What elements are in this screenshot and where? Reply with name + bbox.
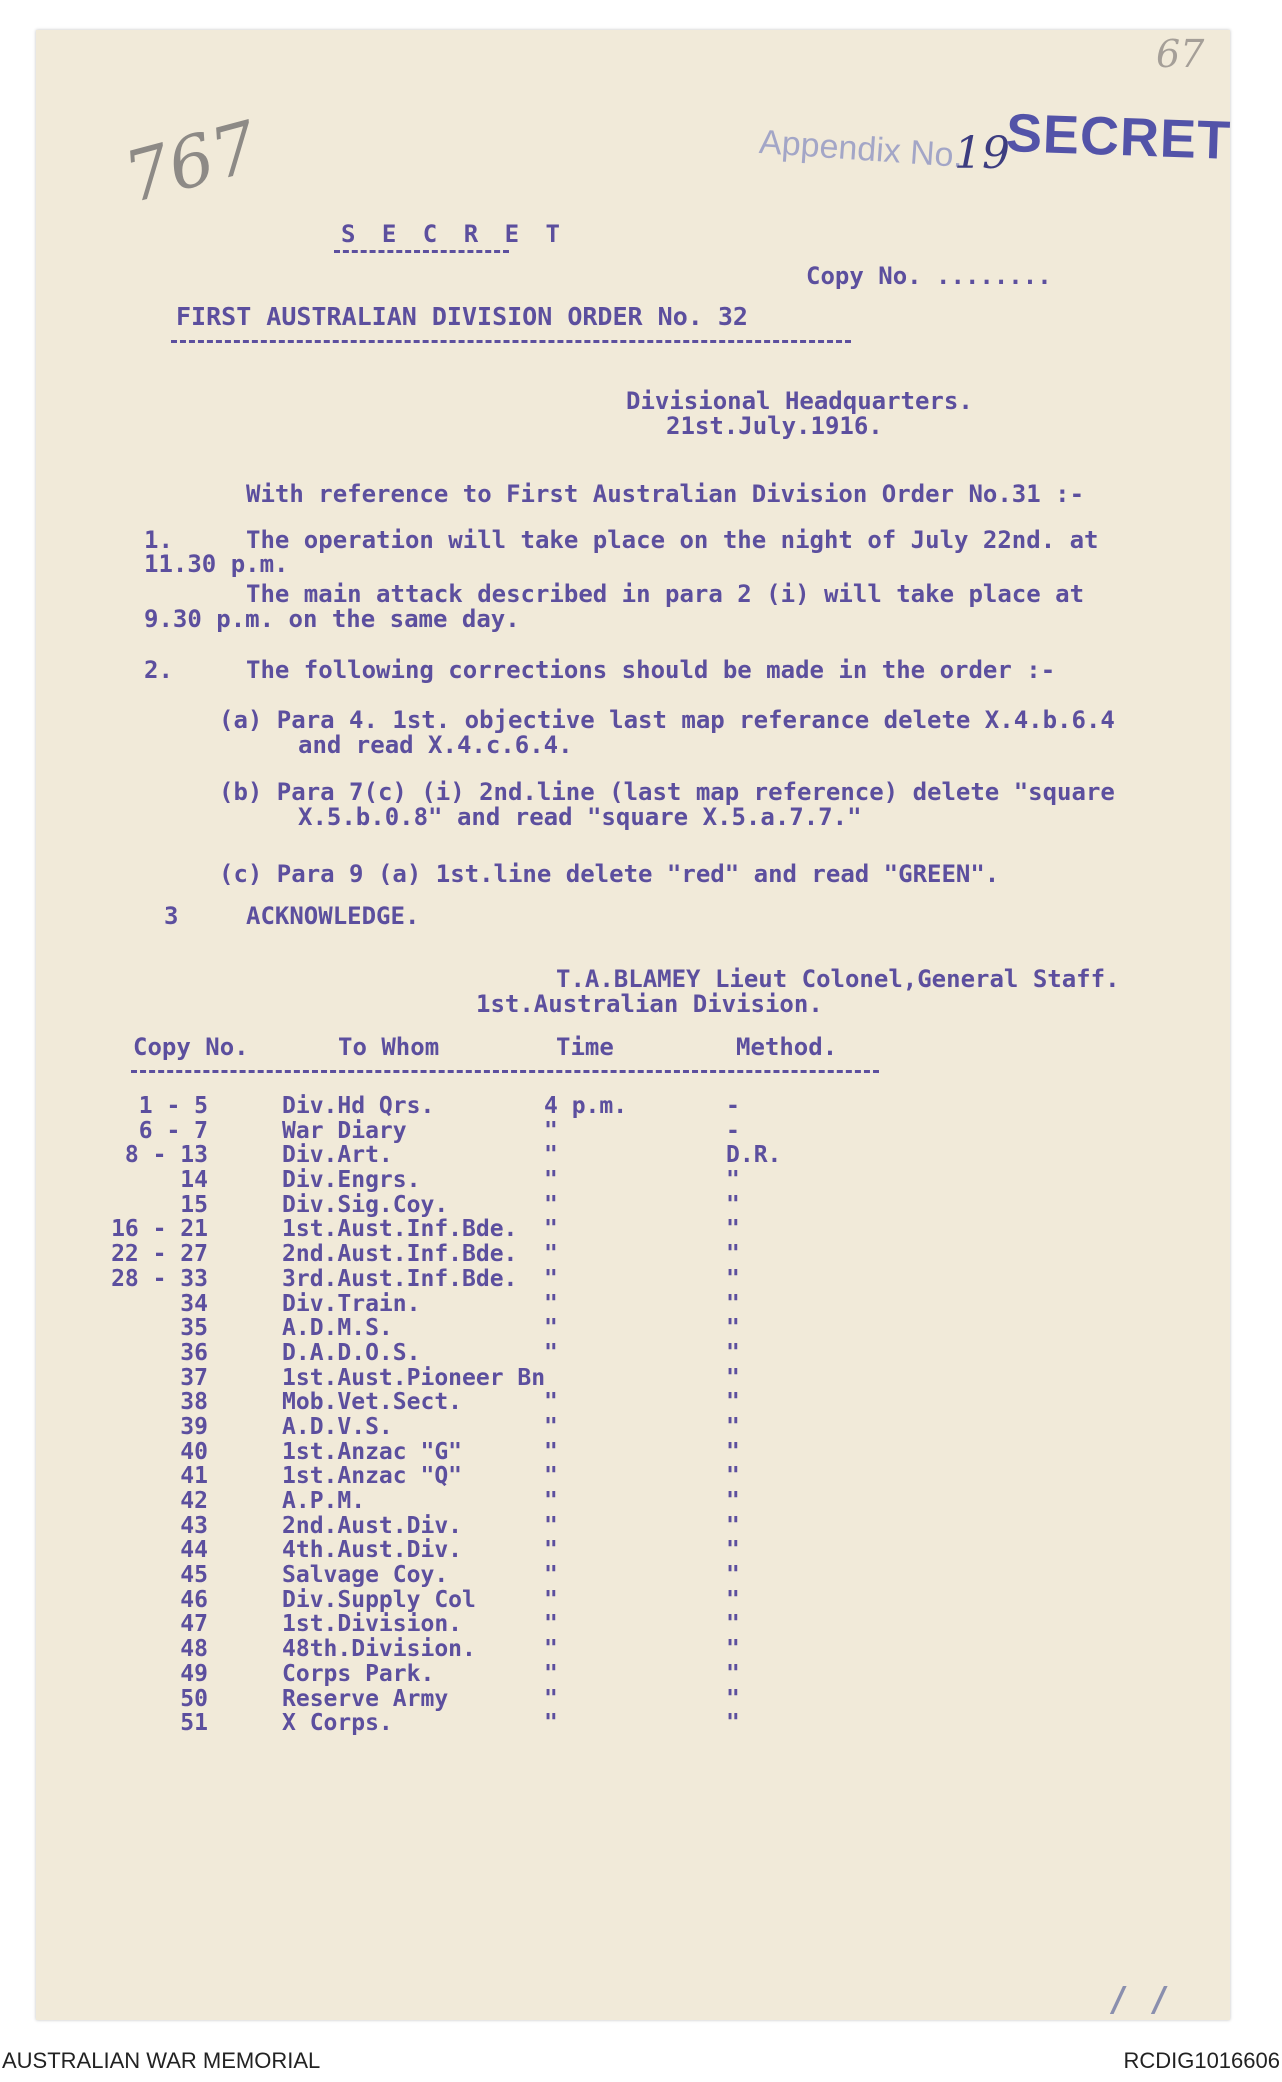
dist-time: " [544, 1241, 558, 1268]
dist-method: " [726, 1339, 740, 1366]
correction-b-line-2: X.5.b.0.8" and read "square X.5.a.7.7." [298, 803, 862, 831]
signature-unit: 1st.Australian Division. [476, 990, 823, 1018]
dist-method: " [726, 1315, 740, 1342]
table-row [36, 1513, 1230, 1538]
dist-method: " [726, 1685, 740, 1712]
table-row [36, 1463, 1230, 1488]
dist-copy-no: 48 [180, 1636, 208, 1663]
dist-recipient: War Diary [282, 1117, 407, 1144]
table-row [36, 1710, 1230, 1735]
dist-method: " [726, 1586, 740, 1613]
dist-copy-no: 47 [180, 1611, 208, 1638]
dist-recipient: 1st.Aust.Pioneer Bn [282, 1364, 546, 1391]
dist-time: " [544, 1463, 558, 1490]
dist-method: " [726, 1364, 740, 1391]
dist-time: " [544, 1315, 558, 1342]
table-row [36, 1537, 1230, 1562]
dist-method: " [726, 1216, 740, 1243]
table-row [36, 1167, 1230, 1192]
dist-time: " [544, 1117, 558, 1144]
dist-time: " [544, 1660, 558, 1687]
dist-recipient: Div.Sig.Coy. [282, 1191, 449, 1218]
order-title: FIRST AUSTRALIAN DIVISION ORDER No. 32 [176, 302, 748, 331]
table-row [36, 1340, 1230, 1365]
dist-header-underline [131, 1070, 879, 1073]
dist-method: " [726, 1537, 740, 1564]
dist-method: " [726, 1710, 740, 1737]
dist-recipient: Mob.Vet.Sect. [282, 1389, 463, 1416]
dist-copy-no: 42 [180, 1488, 208, 1514]
dist-method: " [726, 1463, 740, 1490]
dist-time: " [544, 1710, 558, 1737]
secret-stamp: SECRET [1005, 103, 1233, 171]
dist-time: " [544, 1512, 558, 1539]
para-2-text: The following corrections should be made in the order :- [246, 656, 1056, 684]
correction-a-line-2: and read X.4.c.6.4. [298, 731, 573, 759]
dist-method: " [726, 1660, 740, 1687]
dist-time: 4 p.m. [544, 1093, 628, 1119]
dist-method: D.R. [726, 1142, 782, 1169]
dist-time: " [544, 1265, 558, 1292]
page-number: 67 [1156, 32, 1205, 76]
tick-mark: / / [1108, 1980, 1170, 2020]
dist-time: " [544, 1611, 558, 1638]
classification-heading: S E C R E T [341, 220, 566, 248]
table-row [36, 1439, 1230, 1464]
dist-copy-no: 39 [180, 1413, 208, 1440]
dist-recipient: 3rd.Aust.Inf.Bde. [282, 1265, 518, 1292]
headquarters-line: Divisional Headquarters. [626, 387, 973, 415]
dist-method: " [726, 1611, 740, 1638]
table-row [36, 1241, 1230, 1266]
dist-method: " [726, 1488, 740, 1514]
table-row [36, 1216, 1230, 1241]
dist-time: " [544, 1290, 558, 1317]
para-1-line-3: The main attack described in para 2 (i) will take place at [246, 580, 1085, 608]
dist-header-time: Time [556, 1033, 614, 1061]
order-reference: With reference to First Australian Division Order No.31 :- [246, 480, 1085, 508]
dist-copy-no: 51 [180, 1710, 208, 1737]
para-1-line-2: 11.30 p.m. [144, 550, 289, 578]
para-2-number: 2. [144, 656, 173, 684]
table-row [36, 1192, 1230, 1217]
para-1-line-1: The operation will take place on the night of July 22nd. at [246, 526, 1099, 554]
table-row [36, 1636, 1230, 1661]
table-row [36, 1661, 1230, 1686]
dist-recipient: Div.Train. [282, 1290, 421, 1317]
dist-method: " [726, 1562, 740, 1589]
dist-header-copy: Copy No. [133, 1033, 249, 1061]
dist-recipient: A.D.V.S. [282, 1413, 393, 1440]
footer-institution: AUSTRALIAN WAR MEMORIAL [2, 2048, 321, 2073]
dist-copy-no: 1 - 5 [138, 1093, 208, 1119]
dist-copy-no: 14 [180, 1167, 208, 1194]
table-row [36, 1611, 1230, 1636]
dist-header-method: Method. [736, 1033, 838, 1061]
order-date: 21st.July.1916. [666, 412, 883, 440]
dist-copy-no: 46 [180, 1586, 208, 1613]
dist-header-to: To Whom [338, 1033, 440, 1061]
dist-time: " [544, 1167, 558, 1194]
dist-time: " [544, 1413, 558, 1440]
dist-copy-no: 16 - 21 [111, 1216, 208, 1243]
dist-recipient: 1st.Anzac "Q" [282, 1463, 463, 1490]
dist-recipient: 48th.Division. [282, 1636, 476, 1663]
dist-recipient: X Corps. [282, 1710, 393, 1737]
heading-underline [334, 250, 509, 253]
dist-method: " [726, 1512, 740, 1539]
dist-recipient: Reserve Army [282, 1685, 449, 1712]
dist-method: " [726, 1389, 740, 1416]
table-row [36, 1414, 1230, 1439]
dist-copy-no: 37 [180, 1364, 208, 1391]
dist-recipient: Div.Engrs. [282, 1167, 421, 1194]
dist-copy-no: 15 [180, 1191, 208, 1218]
title-underline [171, 340, 851, 343]
dist-copy-no: 43 [180, 1512, 208, 1539]
dist-method: - [726, 1093, 740, 1119]
table-row [36, 1266, 1230, 1291]
dist-recipient: Div.Art. [282, 1142, 393, 1169]
table-row [36, 1389, 1230, 1414]
dist-recipient: 4th.Aust.Div. [282, 1537, 463, 1564]
dist-recipient: Corps Park. [282, 1660, 435, 1687]
distribution-list [36, 1093, 1230, 1735]
dist-copy-no: 28 - 33 [111, 1265, 208, 1292]
dist-method: " [726, 1265, 740, 1292]
table-row [36, 1093, 1230, 1118]
dist-copy-no: 45 [180, 1562, 208, 1589]
dist-method: " [726, 1438, 740, 1465]
dist-time: " [544, 1685, 558, 1712]
dist-recipient: Div.Supply Col [282, 1586, 476, 1613]
dist-recipient: D.A.D.O.S. [282, 1339, 421, 1366]
para-3-number: 3 [164, 902, 179, 930]
dist-copy-no: 36 [180, 1339, 208, 1366]
dist-recipient: 1st.Anzac "G" [282, 1438, 463, 1465]
dist-recipient: A.P.M. [282, 1488, 366, 1514]
dist-copy-no: 34 [180, 1290, 208, 1317]
dist-method: - [726, 1117, 740, 1144]
dist-recipient: Div.Hd Qrs. [282, 1093, 435, 1119]
correction-a-line-1: (a) Para 4. 1st. objective last map referance delete X.4.b.6.4 [219, 706, 1115, 734]
para-1-line-4: 9.30 p.m. on the same day. [144, 605, 520, 633]
dist-time: " [544, 1216, 558, 1243]
handwritten-reference-number: 767 [116, 105, 267, 220]
dist-time: " [544, 1636, 558, 1663]
table-row [36, 1142, 1230, 1167]
signature-name: T.A.BLAMEY Lieut Colonel,General Staff. [556, 965, 1120, 993]
copy-number: Copy No. ........ [806, 262, 1052, 290]
table-row [36, 1365, 1230, 1390]
dist-copy-no: 35 [180, 1315, 208, 1342]
correction-b-line-1: (b) Para 7(c) (i) 2nd.line (last map reference) delete "square [219, 778, 1115, 806]
dist-recipient: 1st.Aust.Inf.Bde. [282, 1216, 518, 1243]
table-row [36, 1587, 1230, 1612]
dist-copy-no: 50 [180, 1685, 208, 1712]
table-row [36, 1488, 1230, 1513]
para-3-text: ACKNOWLEDGE. [246, 902, 420, 930]
dist-method: " [726, 1241, 740, 1268]
dist-time: " [544, 1562, 558, 1589]
dist-copy-no: 44 [180, 1537, 208, 1564]
dist-recipient: 1st.Division. [282, 1611, 463, 1638]
dist-time: " [544, 1488, 558, 1514]
dist-recipient: Salvage Coy. [282, 1562, 449, 1589]
dist-copy-no: 38 [180, 1389, 208, 1416]
para-1-number: 1. [144, 526, 173, 554]
dist-copy-no: 41 [180, 1463, 208, 1490]
dist-method: " [726, 1191, 740, 1218]
dist-time: " [544, 1586, 558, 1613]
dist-copy-no: 22 - 27 [111, 1241, 208, 1268]
dist-recipient: A.D.M.S. [282, 1315, 393, 1342]
dist-recipient: 2nd.Aust.Div. [282, 1512, 463, 1539]
dist-method: " [726, 1413, 740, 1440]
appendix-number: 19 [954, 128, 1010, 179]
table-row [36, 1315, 1230, 1340]
dist-time: " [544, 1142, 558, 1169]
dist-method: " [726, 1636, 740, 1663]
dist-time: " [544, 1438, 558, 1465]
dist-copy-no: 49 [180, 1660, 208, 1687]
dist-copy-no: 6 - 7 [138, 1117, 208, 1144]
dist-time: " [544, 1339, 558, 1366]
dist-copy-no: 40 [180, 1438, 208, 1465]
dist-method: " [726, 1290, 740, 1317]
table-row [36, 1562, 1230, 1587]
dist-recipient: 2nd.Aust.Inf.Bde. [282, 1241, 518, 1268]
dist-time: " [544, 1537, 558, 1564]
appendix-label: Appendix No. [757, 122, 965, 176]
table-row [36, 1686, 1230, 1711]
dist-time: " [544, 1191, 558, 1218]
dist-time: " [544, 1389, 558, 1416]
table-row [36, 1118, 1230, 1143]
dist-copy-no: 8 - 13 [124, 1142, 208, 1169]
footer-id: RCDIG1016606 [1123, 2048, 1280, 2073]
dist-method: " [726, 1167, 740, 1194]
table-row [36, 1291, 1230, 1316]
correction-c: (c) Para 9 (a) 1st.line delete "red" and read "GREEN". [219, 860, 1000, 888]
document-page [36, 30, 1233, 2020]
